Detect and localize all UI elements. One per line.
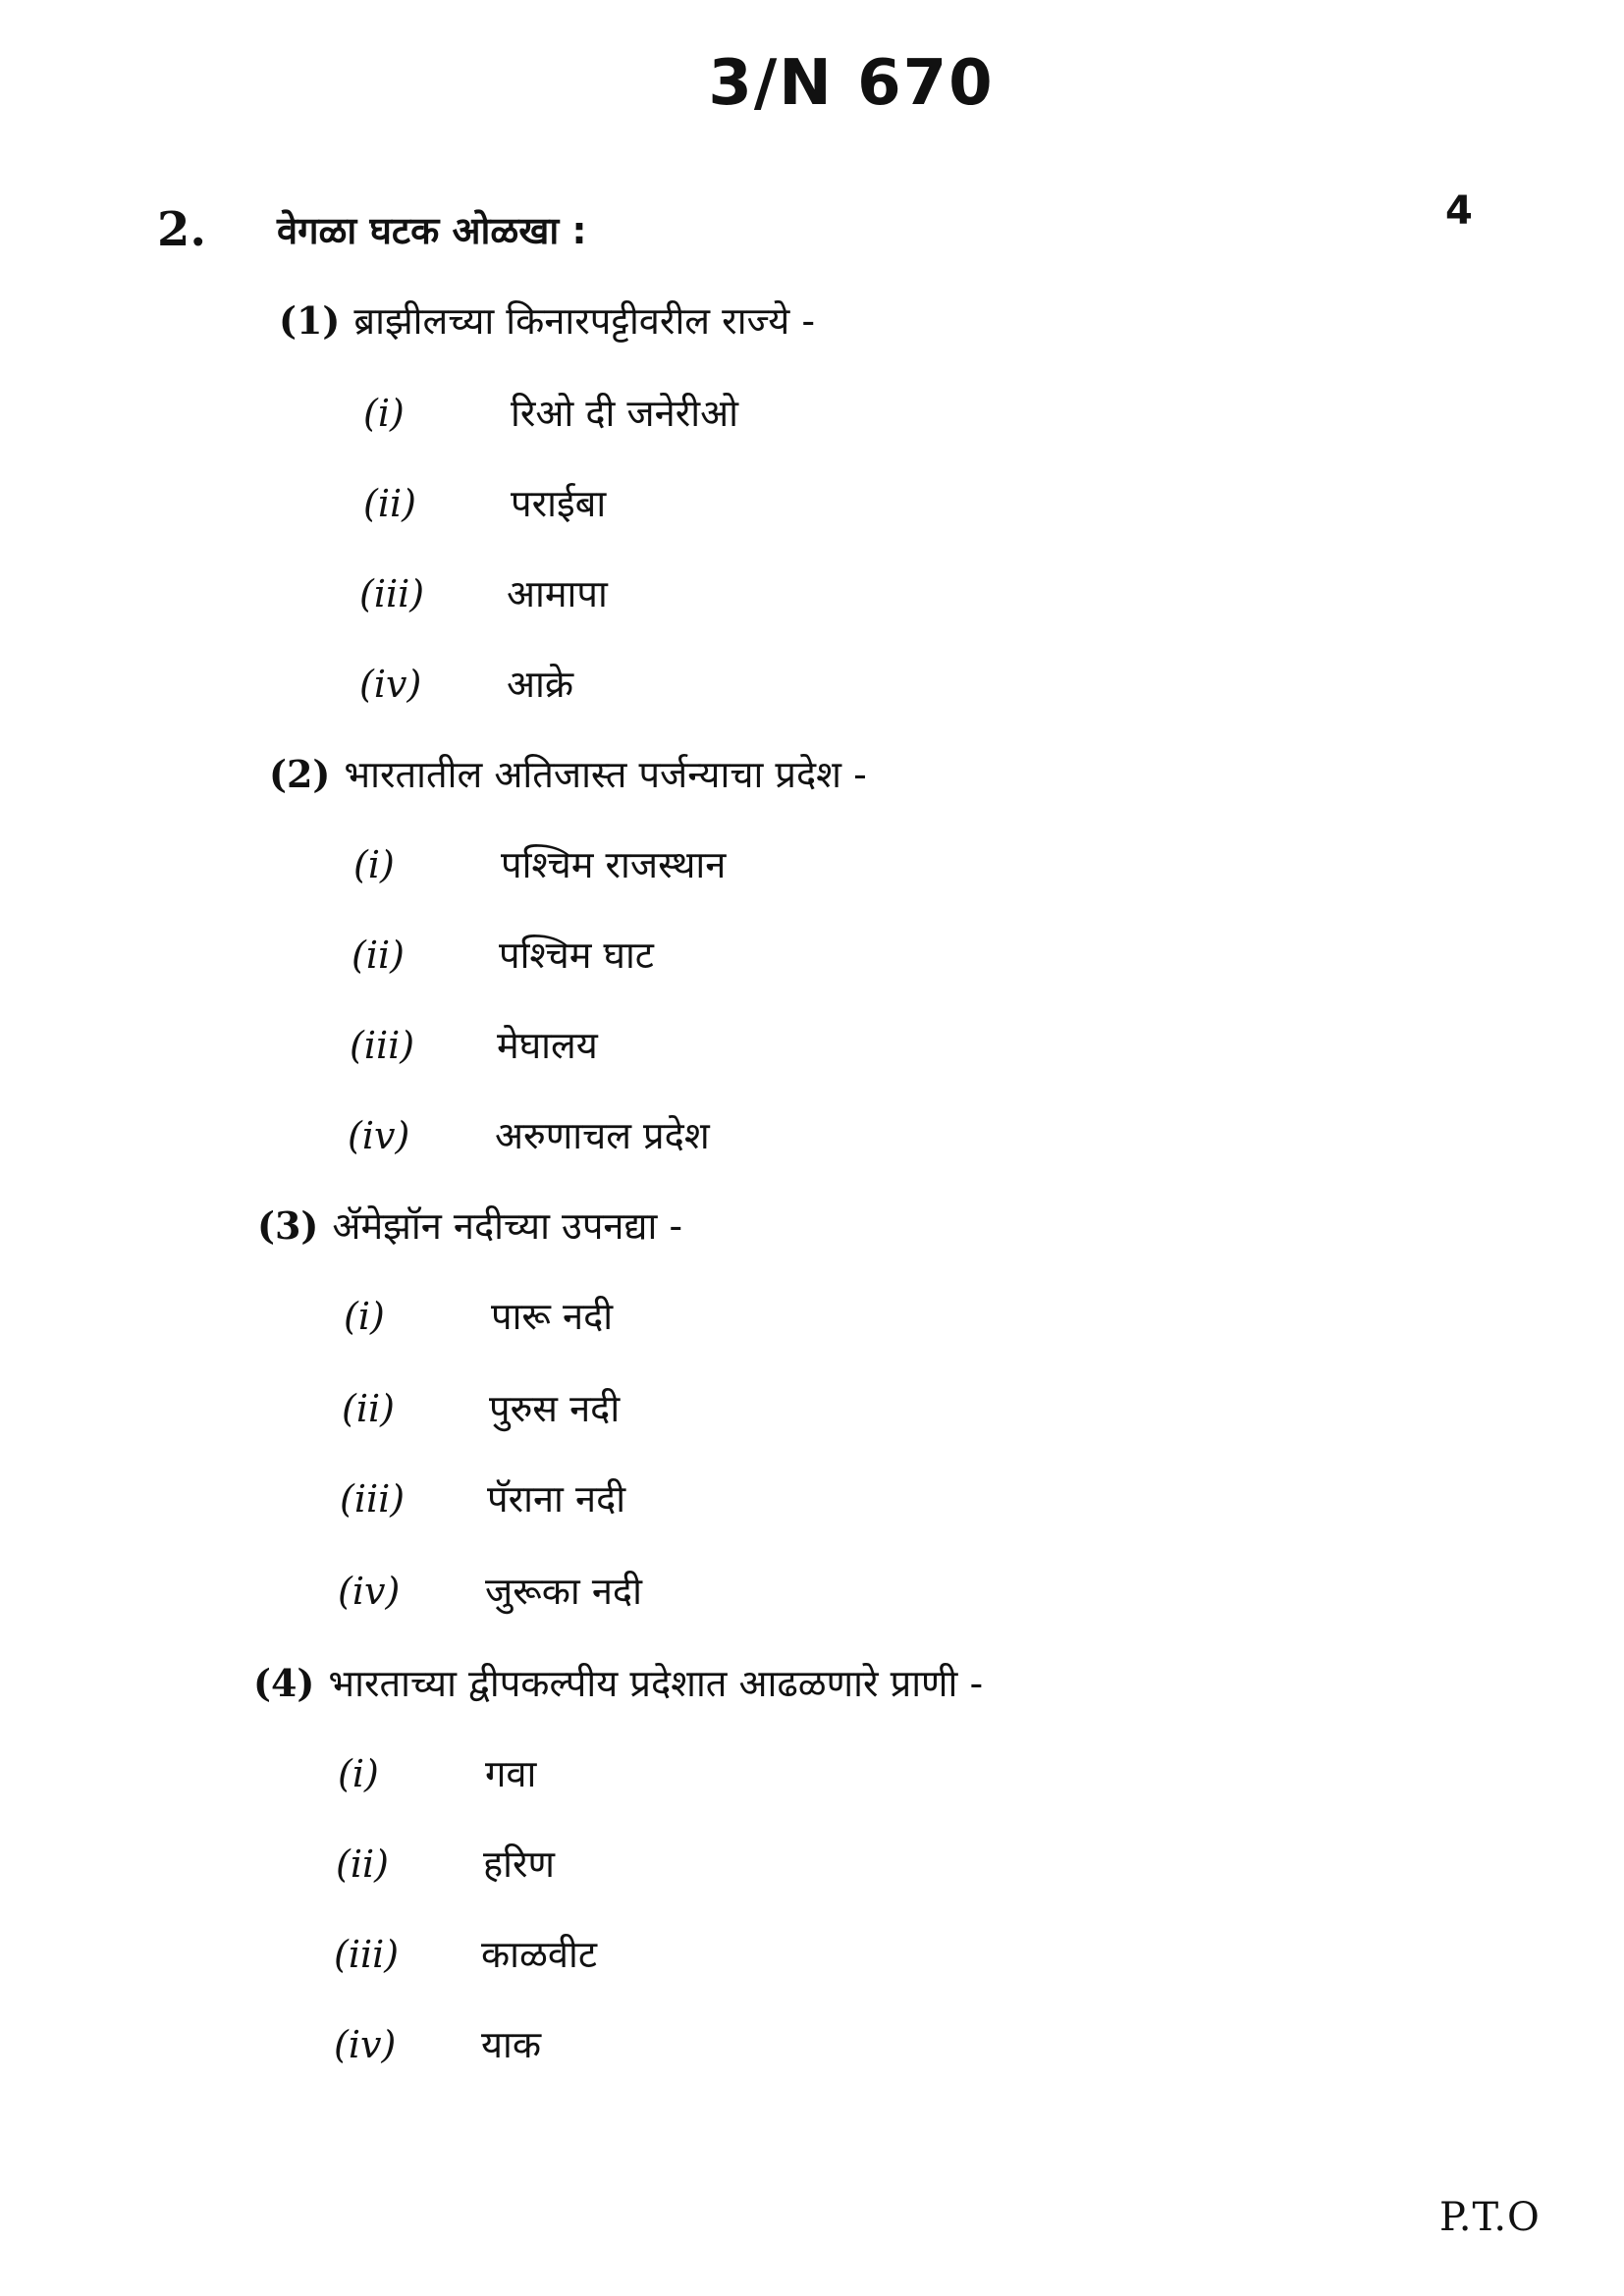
option-roman: (i) [353, 843, 395, 886]
option-item [363, 477, 606, 528]
subquestion-2 [269, 748, 867, 799]
option-item [359, 567, 608, 618]
option-text: जुरूका नदी [485, 1570, 642, 1613]
paper-code: 3/N 670 [708, 47, 995, 120]
option-roman: (iv) [338, 1570, 401, 1613]
option-text: पॅराना नदी [487, 1477, 626, 1521]
question-marks: 4 [1445, 188, 1473, 234]
option-item [342, 1382, 620, 1433]
option-roman: (iv) [334, 2023, 397, 2066]
subquestion-label: (4) [253, 1661, 315, 1705]
option-roman: (iii) [334, 1933, 400, 1976]
option-roman: (iii) [359, 572, 425, 615]
subquestion-label: (1) [279, 298, 341, 343]
option-item [338, 1565, 642, 1616]
option-text: आक्रे [507, 663, 574, 706]
option-text: हरिण [483, 1842, 556, 1886]
option-roman: (iv) [348, 1114, 410, 1157]
option-item [344, 1290, 613, 1341]
option-item [338, 1747, 536, 1798]
option-roman: (i) [344, 1295, 385, 1338]
option-text: अरुणाचल प्रदेश [495, 1114, 710, 1157]
option-roman: (iii) [350, 1024, 415, 1067]
option-item [353, 838, 726, 889]
option-text: रिओ दी जनेरीओ [511, 392, 738, 435]
option-text: पुरुस नदी [489, 1387, 621, 1430]
option-text: पश्चिम राजस्थान [501, 843, 727, 886]
subquestion-text: ॲमेझॉन नदीच्या उपनद्या - [332, 1204, 683, 1248]
subquestion-3 [257, 1200, 682, 1251]
option-text: काळवीट [481, 1933, 598, 1976]
option-item [334, 2018, 541, 2069]
option-item [336, 1838, 555, 1889]
option-text: याक [481, 2023, 542, 2066]
option-item [334, 1928, 597, 1979]
option-roman: (ii) [336, 1842, 389, 1886]
option-text: गवा [485, 1752, 537, 1795]
option-roman: (iii) [340, 1477, 406, 1521]
option-roman: (i) [338, 1752, 379, 1795]
option-text: मेघालय [497, 1024, 598, 1067]
option-roman: (i) [363, 392, 405, 435]
subquestion-label: (2) [269, 752, 331, 796]
option-item [350, 1019, 598, 1070]
option-roman: (iv) [359, 663, 422, 706]
question-title: वेगळा घटक ओळखा : [277, 209, 587, 252]
option-item [352, 929, 654, 980]
subquestion-text: भारतातील अतिजास्त पर्जन्याचा प्रदेश - [344, 753, 867, 796]
subquestion-1 [279, 294, 815, 346]
option-text: आमापा [507, 572, 608, 615]
subquestion-text: ब्राझीलच्या किनारपट्टीवरील राज्ये - [353, 299, 816, 343]
option-roman: (ii) [342, 1387, 395, 1430]
pto-note: P.T.O [1439, 2195, 1541, 2240]
subquestion-label: (3) [257, 1203, 319, 1248]
option-item [363, 387, 738, 438]
subquestion-text: भारताच्या द्वीपकल्पीय प्रदेशात आढळणारे प्राणी - [328, 1662, 984, 1705]
option-roman: (ii) [363, 482, 416, 525]
option-text: पराईबा [511, 482, 607, 525]
option-roman: (ii) [352, 934, 405, 977]
option-item [348, 1109, 710, 1160]
option-item [340, 1472, 625, 1523]
option-text: पारू नदी [491, 1295, 614, 1338]
option-text: पश्चिम घाट [499, 934, 654, 977]
option-item [359, 658, 573, 709]
subquestion-4 [253, 1657, 983, 1708]
question-number: 2. [157, 202, 207, 257]
